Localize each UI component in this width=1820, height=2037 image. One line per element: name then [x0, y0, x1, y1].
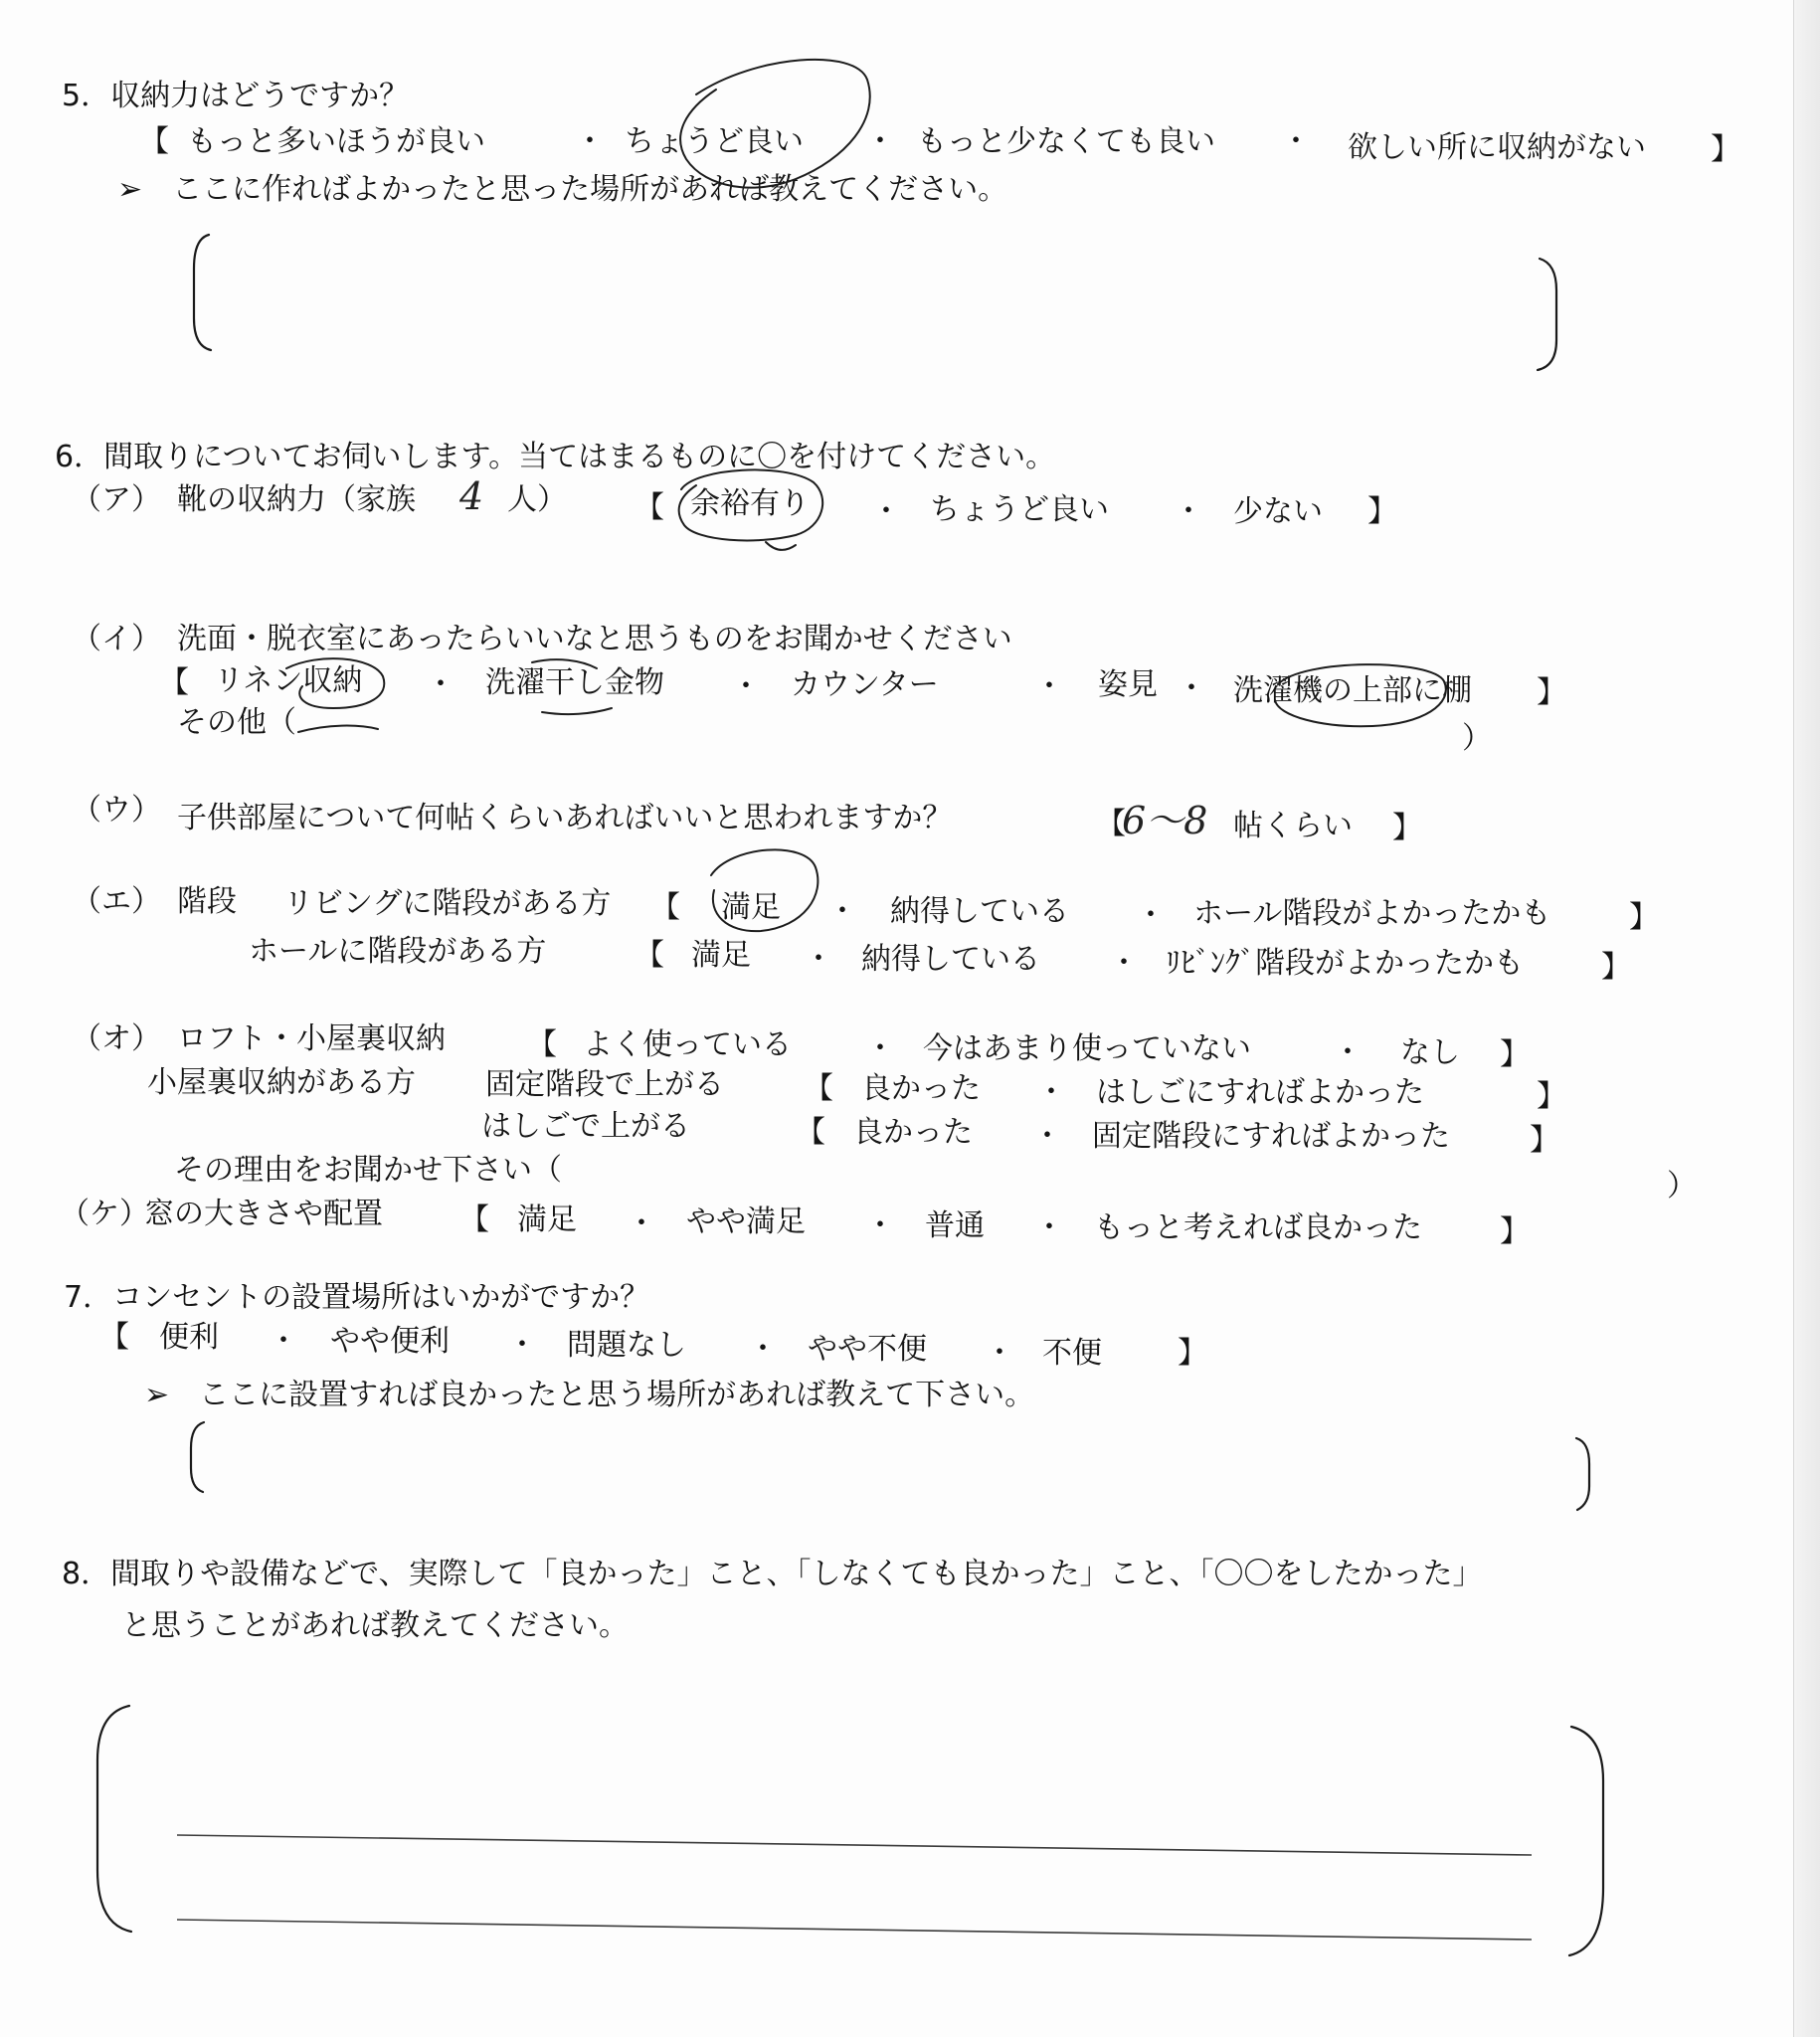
q6o-ladder-option-good[interactable]: 良かった: [853, 1115, 973, 1150]
q6e-option-living-stairs-better[interactable]: ﾘﾋﾞﾝｸﾞ階段がよかったかも: [1166, 946, 1524, 981]
bracket-close: 】: [1500, 1037, 1530, 1072]
q7-option-no-problem[interactable]: 問題なし: [567, 1328, 686, 1363]
bracket-open: 【: [796, 1115, 825, 1150]
q6a-question: 靴の収納力（家族: [177, 482, 416, 517]
q6i-option-mirror[interactable]: 姿見: [1098, 667, 1158, 702]
q6e-option-hall-stairs-better[interactable]: ホール階段がよかったかも: [1193, 896, 1551, 931]
q6e-title: 階段: [177, 884, 237, 919]
q5-sub-question: ➢ ここに作ればよかったと思った場所があれば教えてください。: [117, 172, 1008, 207]
q6a-handwritten-count: 4: [459, 474, 484, 518]
q6o-ladder-option-fixed-better[interactable]: 固定階段にすればよかった: [1092, 1119, 1450, 1154]
bracket-close: 】: [1629, 900, 1659, 935]
separator: ・: [1177, 671, 1206, 706]
q7-option-convenient[interactable]: 便利: [159, 1320, 219, 1355]
q6ke-option-somewhat-satisfied[interactable]: やや満足: [686, 1204, 806, 1239]
bracket-open: 【: [804, 1071, 833, 1106]
q6e-row2-option-convinced[interactable]: 納得している: [861, 942, 1040, 977]
bracket-open: 【: [650, 890, 680, 925]
separator: ・: [871, 494, 901, 529]
q5-option-more[interactable]: もっと多いほうが良い: [187, 124, 485, 159]
q8-writing-line-1: [177, 1835, 1532, 1855]
bracket-close: 】: [1601, 950, 1631, 985]
separator: ・: [507, 1328, 537, 1363]
separator: ・: [865, 1208, 895, 1243]
separator: ・: [1034, 669, 1064, 704]
bracket-close: 】: [1392, 811, 1422, 845]
bracket-close: 】: [1367, 494, 1397, 529]
q6e-row2-option-satisfied[interactable]: 満足: [691, 938, 751, 973]
separator: ・: [1333, 1035, 1363, 1070]
separator: ・: [1281, 124, 1311, 159]
separator: ・: [1032, 1119, 1062, 1154]
q5-answer-box-left-bracket: [194, 235, 211, 350]
q7-answer-box-left-bracket: [191, 1422, 204, 1492]
q7-option-somewhat-convenient[interactable]: やや便利: [330, 1324, 450, 1359]
q8-answer-box-right-bracket: [1569, 1727, 1603, 1955]
bracket-close: 】: [1711, 132, 1740, 167]
q6o-ladder-label: はしごで上がる: [481, 1109, 690, 1144]
q6o-label: （オ）: [72, 1021, 161, 1056]
q8-answer-box-left-bracket: [97, 1706, 131, 1932]
q5-option-no-storage[interactable]: 欲しい所に収納がない: [1348, 130, 1646, 165]
q6o-fixed-option-ladder-better[interactable]: はしごにすればよかった: [1096, 1075, 1424, 1110]
separator: ・: [865, 124, 895, 159]
q6o-reason-label: その理由をお聞かせ下さい（: [174, 1153, 562, 1188]
separator: ・: [1136, 898, 1166, 933]
q6e-option-convinced[interactable]: 納得している: [890, 894, 1069, 929]
q5-answer-box-right-bracket: [1538, 259, 1556, 370]
q6ke-label: （ケ）: [60, 1197, 149, 1231]
q7-sub-question: ➢ ここに設置すれば良かったと思う場所があれば教えて下さい。: [144, 1378, 1035, 1412]
q6ke-option-should-have-considered[interactable]: もっと考えれば良かった: [1094, 1210, 1422, 1245]
q8-title-line2: と思うことがあれば教えてください。: [121, 1608, 629, 1643]
q6ke-option-normal[interactable]: 普通: [925, 1208, 985, 1243]
q6i-option-linen[interactable]: リネン収納: [214, 663, 363, 698]
separator: ・: [804, 942, 833, 977]
q6ke-title: 窓の大きさや配置: [144, 1197, 383, 1231]
bracket-open: 【: [635, 938, 664, 973]
q7-option-inconvenient[interactable]: 不便: [1042, 1336, 1102, 1371]
paper-edge: [1793, 0, 1820, 2037]
separator: ・: [827, 894, 857, 929]
q6i-label: （イ）: [72, 622, 161, 656]
q6a-label: （ア）: [72, 482, 161, 517]
pen-stroke-q6i-other: [298, 726, 378, 732]
separator: ・: [575, 124, 605, 159]
separator: ・: [627, 1206, 656, 1241]
q6o-attic-label: 小屋裏収納がある方: [147, 1065, 416, 1100]
bracket-open: 【: [159, 665, 189, 700]
q5-option-less[interactable]: もっと少なくても良い: [917, 124, 1215, 159]
bracket-open: 【: [99, 1320, 129, 1355]
separator: ・: [1036, 1075, 1066, 1110]
q6o-option-use-often[interactable]: よく使っている: [583, 1027, 792, 1062]
q6a-option-few[interactable]: 少ない: [1233, 494, 1323, 529]
q6e-label: （エ）: [72, 884, 161, 919]
q6ke-option-satisfied[interactable]: 満足: [517, 1203, 577, 1237]
q6u-handwritten-value: 6〜8: [1122, 799, 1208, 842]
bracket-open: 【: [635, 490, 664, 525]
q6o-fixed-option-good[interactable]: 良かった: [861, 1071, 981, 1106]
q6u-question: 子供部屋について何帖くらいあればいいと思われますか？: [177, 801, 953, 835]
q6i-other-label: その他（: [177, 705, 296, 740]
q6i-option-shelf-above-washer[interactable]: 洗濯機の上部に棚: [1233, 673, 1472, 708]
separator: ・: [731, 669, 761, 704]
q5-title: 5．収納力はどうですか？: [62, 79, 410, 113]
q6a-option-ample[interactable]: 余裕有り: [690, 486, 810, 521]
q6i-option-drying-hardware[interactable]: 洗濯干し金物: [485, 665, 664, 700]
q6e-option-satisfied[interactable]: 満足: [721, 890, 781, 925]
q7-answer-box-right-bracket: [1576, 1438, 1589, 1510]
q6i-option-counter[interactable]: カウンター: [791, 667, 939, 702]
bracket-open: 【: [527, 1027, 557, 1062]
q6a-option-just-right[interactable]: ちょうど良い: [930, 492, 1109, 527]
q6i-other-close: ）: [1462, 721, 1492, 756]
q6-title: 6．間取りについてお伺いします。当てはまるものに〇を付けてください。: [55, 440, 1056, 474]
bracket-close: 】: [1178, 1336, 1207, 1371]
separator: ・: [269, 1324, 298, 1359]
q6o-option-rarely-used[interactable]: 今はあまり使っていない: [923, 1031, 1251, 1066]
q6e-row1-label: リビングに階段がある方: [283, 886, 612, 921]
bracket-close: 】: [1537, 1079, 1566, 1114]
q8-writing-line-2: [177, 1920, 1532, 1940]
bracket-close: 】: [1537, 675, 1566, 710]
bracket-open: 【: [139, 124, 169, 159]
separator: ・: [748, 1332, 778, 1367]
q6o-option-none[interactable]: なし: [1400, 1035, 1460, 1070]
separator: ・: [865, 1031, 895, 1066]
bracket-open: 【: [459, 1203, 489, 1237]
q6e-row2-label: ホールに階段がある方: [249, 934, 547, 969]
q6u-unit: 帖くらい: [1233, 809, 1353, 843]
q6i-question: 洗面・脱衣室にあったらいいなと思うものをお聞かせください: [177, 622, 1012, 656]
separator: ・: [426, 667, 455, 702]
separator: ・: [1174, 494, 1203, 529]
bracket-close: 】: [1500, 1214, 1530, 1249]
q6u-label: （ウ）: [72, 793, 161, 828]
bracket-open: 【: [1096, 807, 1126, 841]
q6o-title: ロフト・小屋裏収納: [177, 1021, 446, 1056]
q6a-person-suffix: 人）: [507, 482, 567, 517]
separator: ・: [1109, 946, 1139, 981]
bracket-close: 】: [1530, 1123, 1559, 1158]
separator: ・: [1034, 1210, 1064, 1245]
q5-option-just-right[interactable]: ちょうど良い: [625, 124, 804, 159]
q8-title: 8．間取りや設備などで、実際して「良かった」こと、「しなくても良かった」こと、「〇〇をしたかった」: [62, 1557, 1483, 1591]
q6o-reason-close: ）: [1667, 1169, 1697, 1204]
q6o-fixed-label: 固定階段で上がる: [485, 1067, 724, 1102]
q7-title: 7．コンセントの設置場所はいかがですか？: [64, 1280, 650, 1315]
separator: ・: [985, 1336, 1014, 1371]
q7-option-somewhat-inconvenient[interactable]: やや不便: [808, 1332, 927, 1367]
